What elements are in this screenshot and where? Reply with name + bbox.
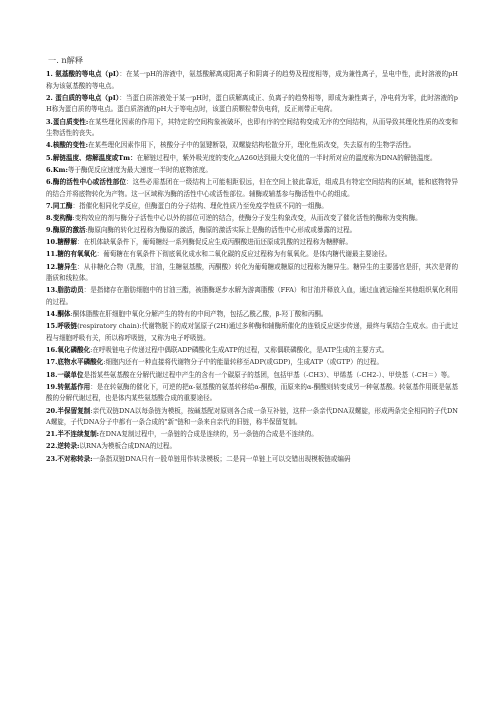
entry-body: ：从非糖化合物（乳酸，甘油，生糖氨基酸，丙酮酸）转化为葡萄糖或糖原的过程称为糖异生。糖异生的主要器官是肝，其次是肾的脂质和线粒体。 bbox=[46, 262, 459, 283]
entry-body: 等于酶促反应速度为最大速度一半时的底物浓度。 bbox=[67, 165, 212, 174]
entry-body: :细胞内还有一种直接将代谢物分子中的能量转移至ADP(或GDP)，生成ATP（或GTP）的过程。 bbox=[103, 358, 384, 367]
entry-body: ：当蛋白质溶液处于某一pH时，蛋白质解离成正、负离子的趋势相等，即成为兼性离子，净电荷为零，此时溶液的pH称为蛋白质的等电点。蛋白质溶液的pH大于等电点时，该蛋白质颗粒带负电荷，反正则带正电荷。 bbox=[46, 93, 458, 114]
entry-term: 5.解链温度、熔解温度或Tm： bbox=[46, 153, 137, 162]
entry-body: ：这些必需基团在一级结构上可能相距很远，但在空间上彼此靠近，组成具有特定空间结构的区域，能和底物特异的结合并将底物转化为产物。这一区域称为酶的活性中心或活性部位。辅酶或辅基参与酶活性中心的组成。 bbox=[46, 177, 458, 198]
definition-entry-3 bbox=[46, 117, 458, 140]
entry-term: 13.脂肪动员 bbox=[46, 286, 84, 295]
entry-term: 18.一碳单位 bbox=[46, 370, 84, 379]
definition-entry-1 bbox=[46, 69, 458, 92]
entry-body: :亲代双链DNA以每条链为模板，按碱基配对原则各合成一条互补链，这样一条亲代DNA双螺旋，形成两条完全相同的子代DNA螺旋，子代DNA分子中都有一条合成的"新"链和一条来自亲代的旧链，称半保留复制。 bbox=[46, 406, 459, 427]
definition-entry-23 bbox=[46, 441, 458, 453]
definition-entry-12 bbox=[46, 249, 458, 261]
entry-body: ：指催化相同化学反应，但酶蛋白的分子结构、理化性质乃至免疫学性质不同的一组酶。 bbox=[72, 201, 328, 210]
definition-entry-15 bbox=[46, 309, 458, 321]
entry-body: :酮体脂酸在肝细胞中氧化分解产生的特有的中间产物，包括乙酰乙酸，β-羟丁酸和丙酮。 bbox=[70, 310, 328, 319]
entry-term: 19.转氨基作用 bbox=[46, 382, 91, 391]
definition-entry-5 bbox=[46, 153, 458, 165]
definition-entry-20 bbox=[46, 382, 458, 405]
definition-entry-7 bbox=[46, 177, 458, 200]
definition-entry-9 bbox=[46, 213, 458, 225]
entry-term: 23.不对称转录: bbox=[46, 454, 93, 463]
definition-entry-4 bbox=[46, 140, 458, 152]
entry-body: 一条指双链DNA只有一股单链用作转录模板；二是同一单链上可以交错出现模板链或编码 bbox=[92, 454, 351, 463]
entry-body: 在DNA复制过程中，一条链的合成是连续的，另一条链的合成是不连续的。 bbox=[99, 430, 318, 439]
entry-term: 2. 蛋白质的等电点（pI） bbox=[46, 93, 120, 102]
entry-term: 6.酶的活性中心或活性部位 bbox=[46, 177, 126, 186]
entry-term: 22.逆转录: bbox=[46, 442, 80, 451]
definition-entry-18 bbox=[46, 357, 458, 369]
definition-entry-17 bbox=[46, 345, 458, 357]
entry-term: 3.蛋白质变性: bbox=[46, 117, 89, 126]
entry-body: 是指某些氨基酸在分解代谢过程中产生的含有一个碳原子的基团，包括甲基（-CH3）、甲烯基（-CH2-）、甲炔基（-CH＝）等。 bbox=[83, 370, 454, 379]
entry-term: 21.半不连续复制: bbox=[46, 430, 100, 439]
definition-entry-21 bbox=[46, 406, 458, 429]
entry-body: ：是在转氨酶的催化下，可逆的把α-氨基酸的氨基转移给α-酮酸，而原来的α-酮酸则转变成另一种氨基酸。转氨基作用既是氨基酸的分解代谢过程，也是体内某些氨基酸合成的重要途径。 bbox=[46, 382, 459, 403]
entry-body: ：是指储存在脂肪细胞中的甘油三酯，被脂酶逐步水解为游离脂酸（FFA）和甘油并释放入血，通过血液运输至其他组织氧化利用的过程。 bbox=[46, 286, 459, 306]
entry-body: 在某些理化因素的作用下，其特定的空间构象被破坏，也即有序的空间结构变成无序的空间结构，从而导致其理化性质的改变和生物活性的丧失。 bbox=[46, 117, 458, 138]
section-heading: 一. n解释 bbox=[48, 55, 84, 65]
entry-term: 20.半保留复制 bbox=[46, 406, 91, 415]
definition-entry-2 bbox=[46, 93, 458, 116]
entry-body: 在某些理化因素作用下，核酸分子中的氢键断裂，双螺旋结构松散分开，理化性质改变，失去原有的生物学活性。 bbox=[88, 141, 416, 150]
entry-body: 在解链过程中，紫外吸光度的变化△A260达到最大变化值的一半时所对应的温度称为DNA的解链温度。 bbox=[136, 153, 437, 162]
entry-body: 以RNA为模板合成DNA的过程。 bbox=[79, 442, 177, 451]
entry-body: ：葡萄糖在有氧条件下彻底氧化成水和二氧化碳的反应过程称为有氧氧化。是体内糖代谢最主要途径。 bbox=[96, 250, 392, 259]
entry-body: (respiratory chain):代谢物脱下的成对氢原子(2H)通过多种酶和辅酶所催化的连锁反应逐步传递，最终与氧结合生成水。由于此过程与细胞呼吸有关，所以称呼吸链，又称为电子呼吸链。 bbox=[46, 322, 459, 342]
entry-body: :酶原向酶的转化过程称为酶原的激活，酶原的激活实际上是酶的活性中心形成或暴露的过程。 bbox=[85, 226, 357, 235]
entry-term: 6.Km: bbox=[46, 165, 68, 174]
entry-term: 15.呼吸链 bbox=[46, 322, 78, 331]
definition-entry-11 bbox=[46, 237, 458, 249]
definition-entry-22 bbox=[46, 429, 458, 441]
definition-entry-10 bbox=[46, 225, 458, 237]
definition-entry-14 bbox=[46, 285, 458, 308]
definition-entry-6 bbox=[46, 165, 458, 177]
entry-term: 14.酮体 bbox=[46, 310, 71, 319]
entry-term: 8.变构酶 bbox=[46, 213, 73, 222]
entry-body: :变构效应的剂与酶分子活性中心以外的部位可逆的结合，使酶分子发生构象改变，从而改变了催化活性的酶称为变构酶。 bbox=[72, 213, 422, 222]
entry-term: 7.同工酶 bbox=[46, 201, 73, 210]
entry-body: ：在某一pH的溶液中，氨基酸解离成阳离子和阴离子的趋势及程度相等，成为兼性离子，呈电中性，此时溶液的pH称为该氨基酸的等电点。 bbox=[46, 70, 458, 90]
entry-body: :在呼吸链电子传递过程中偶联ADP磷酸化生成ATP的过程，又称偶联磷酸化，是ATP生成的主要方式。 bbox=[90, 346, 389, 355]
entry-term: 9.酶原的激活 bbox=[46, 226, 86, 235]
definition-entry-24 bbox=[46, 454, 458, 466]
entry-term: 16.氧化磷酸化 bbox=[46, 346, 91, 355]
definition-entry-8 bbox=[46, 201, 458, 213]
definition-entry-13 bbox=[46, 262, 458, 285]
entry-term: 10.糖酵解 bbox=[46, 238, 78, 247]
entry-body: ：在机体缺氧条件下，葡萄糖经一系列酶促反应生成丙酮酸进而还原成乳酸的过程称为糖酵解。 bbox=[77, 238, 353, 247]
entry-term: 11.糖的有氧氧化 bbox=[46, 250, 97, 259]
entry-term: 12.糖异生 bbox=[46, 262, 78, 271]
entry-term: 4.核酸的变性: bbox=[46, 141, 88, 150]
definition-entry-19 bbox=[46, 370, 458, 382]
entry-term: 17.底物水平磷酸化 bbox=[46, 358, 104, 367]
entry-term: 1. 氨基酸的等电点（pI） bbox=[46, 70, 120, 78]
definition-entry-16 bbox=[46, 321, 458, 344]
